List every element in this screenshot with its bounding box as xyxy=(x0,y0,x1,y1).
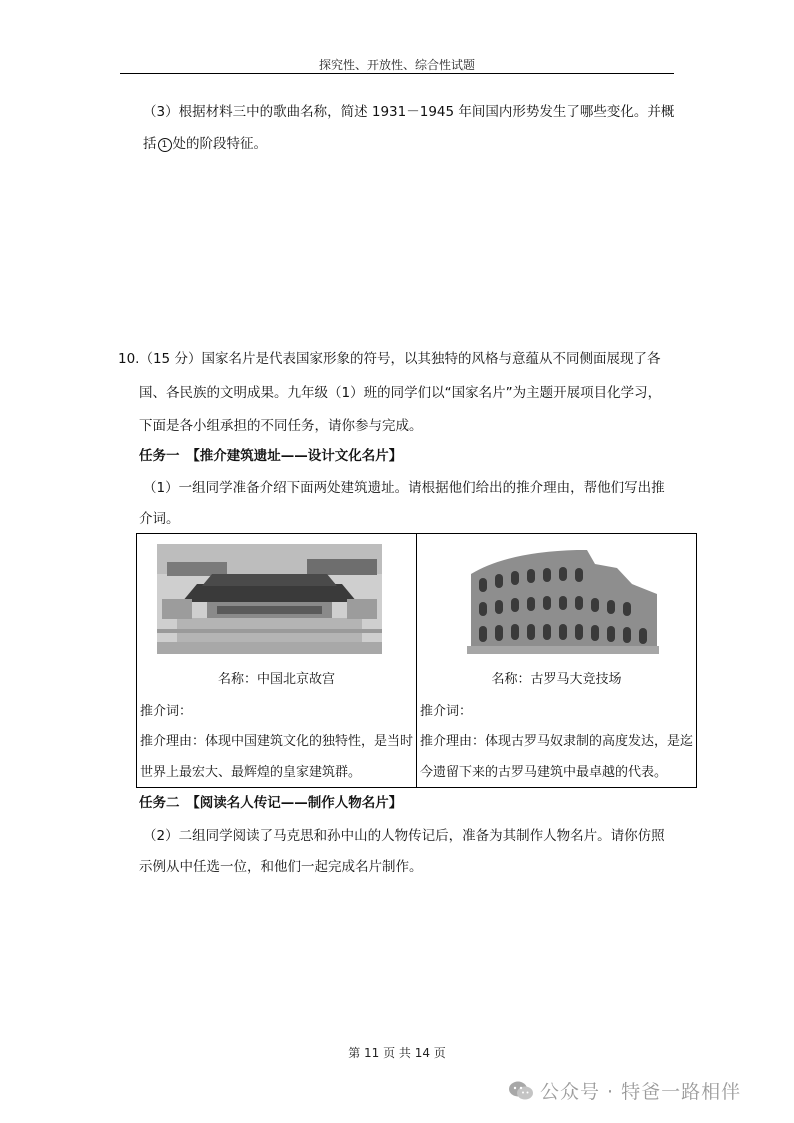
site-name-colosseum: 名称：古罗马大竞技场 xyxy=(491,672,622,687)
site-name-forbidden-city: 名称：中国北京故宫 xyxy=(217,672,335,687)
wechat-icon xyxy=(508,1080,534,1102)
site-reason-colosseum: 推介理由：体现古罗马奴隶制的高度发达，是迄今遗留下来的古罗马建筑中最卓越的代表。 xyxy=(420,734,694,780)
task1-q1-line-1: （1）一组同学准备介绍下面两处建筑遗址。请根据他们给出的推介理由，帮他们写出推 xyxy=(143,480,665,496)
task1-title: 任务一 【推介建筑遗址——设计文化名片】 xyxy=(139,448,403,464)
site-recommendation-label: 推介词： xyxy=(420,704,473,719)
task2-q2-line-2: 示例从中任选一位，和他们一起完成名片制作。 xyxy=(139,859,423,875)
task1-q1-line-2: 介词。 xyxy=(139,511,180,527)
q3-line-2-suffix: 处的阶段特征。 xyxy=(172,136,267,152)
q10-line-3: 下面是各小组承担的不同任务，请你参与完成。 xyxy=(139,418,423,434)
colosseum-photo xyxy=(467,544,659,654)
q3-line-2 xyxy=(143,128,267,160)
task2-title: 任务二 【阅读名人传记——制作人物名片】 xyxy=(139,795,403,811)
site-recommendation-label: 推介词： xyxy=(140,704,193,719)
site-cell-colosseum xyxy=(417,534,697,788)
q3-line-1: （3）根据材料三中的歌曲名称，简述 1931－1945 年间国内形势发生了哪些变化。并概 xyxy=(143,104,675,120)
q10-line-1: 10.（15 分）国家名片是代表国家形象的符号，以其独特的风格与意蕴从不同侧面展现了各 xyxy=(118,351,661,367)
q3-line-2-prefix: 括 xyxy=(143,136,157,152)
header-divider xyxy=(120,73,674,74)
circled-number: 1 xyxy=(158,138,172,152)
site-cell-forbidden-city xyxy=(137,534,417,788)
page-number: 第 11 页 共 14 页 xyxy=(348,1046,446,1060)
watermark-text: 公众号 · 特爸一路相伴 xyxy=(540,1081,742,1103)
q10-line-2: 国、各民族的文明成果。九年级（1）班的同学们以“国家名片”为主题开展项目化学习， xyxy=(139,385,662,401)
task2-q2-line-1: （2）二组同学阅读了马克思和孙中山的人物传记后，准备为其制作人物名片。请你仿照 xyxy=(143,828,665,844)
forbidden-city-photo xyxy=(157,544,382,654)
site-reason-forbidden-city: 推介理由：体现中国建筑文化的独特性，是当时世界上最宏大、最辉煌的皇家建筑群。 xyxy=(140,734,414,780)
sites-table xyxy=(136,533,697,788)
page-header-title: 探究性、开放性、综合性试题 xyxy=(318,58,475,72)
